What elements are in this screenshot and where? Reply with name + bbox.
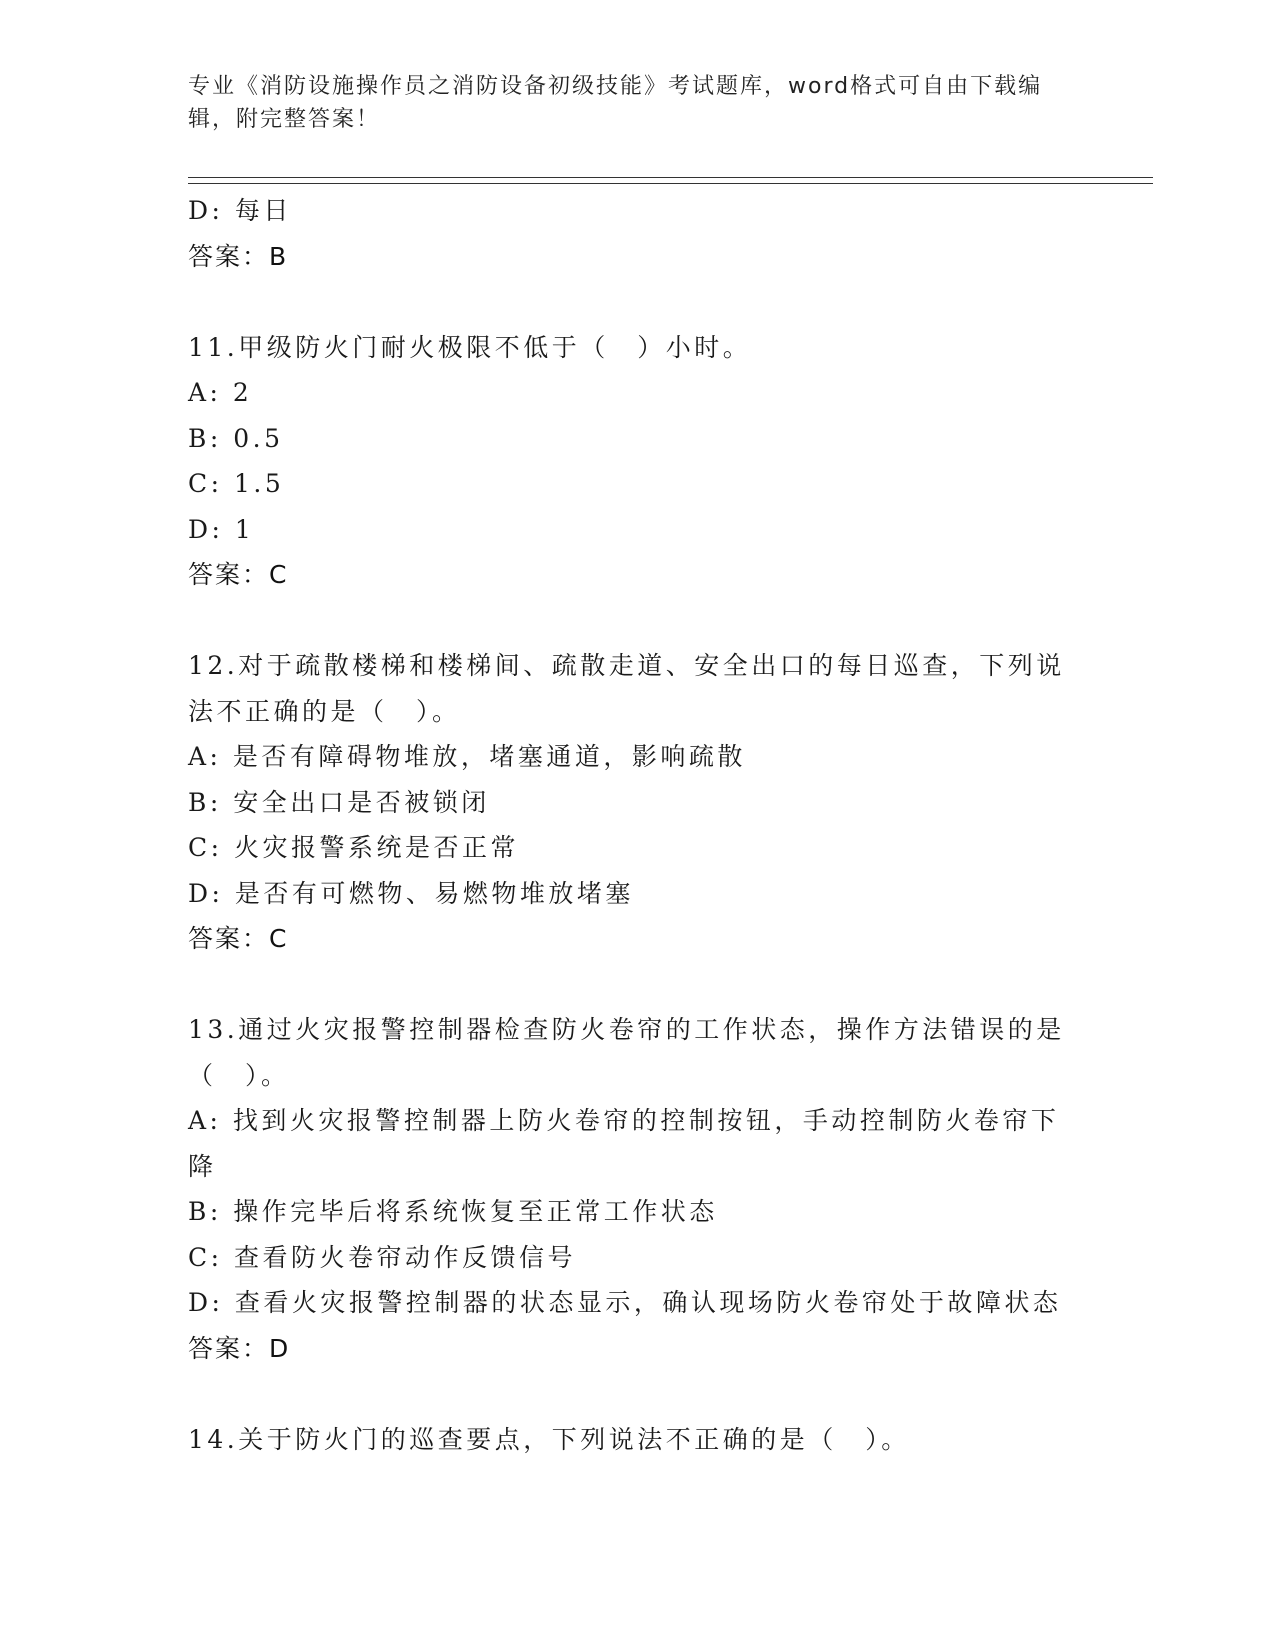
option-a-line-1: A: 找到火灾报警控制器上防火卷帘的控制按钮，手动控制防火卷帘下 (188, 1106, 1060, 1135)
question-text-line-2: （ ）。 (188, 1060, 290, 1090)
question-text-line-1: 12.对于疏散楼梯和楼梯间、疏散走道、安全出口的每日巡查，下列说 (188, 651, 1065, 680)
spacer (188, 1371, 1088, 1417)
option-d: D: 每日 (188, 196, 292, 225)
spacer (188, 279, 1088, 325)
option-a-line-2: 降 (188, 1151, 217, 1181)
header-rule-top (188, 177, 1153, 178)
document-header: 专业《消防设施操作员之消防设备初级技能》考试题库，word格式可自由下载编辑，附完整答案！ (188, 74, 1043, 132)
question-text: 11.甲级防火门耐火极限不低于（ ）小时。 (188, 332, 752, 362)
question-14 (188, 1417, 1088, 1463)
question-text-line-2: 法不正确的是（ ）。 (188, 696, 461, 726)
option-c: C: 火灾报警系统是否正常 (188, 833, 519, 862)
answer: 答案：C (188, 560, 289, 589)
option-b: B: 操作完毕后将系统恢复至正常工作状态 (188, 1197, 718, 1226)
spacer (188, 598, 1088, 644)
option-c: C: 查看防火卷帘动作反馈信号 (188, 1242, 576, 1272)
option-b: B: 安全出口是否被锁闭 (188, 787, 490, 817)
question-text-line-1: 13.通过火灾报警控制器检查防火卷帘的工作状态，操作方法错误的是 (188, 1015, 1065, 1044)
answer: 答案：B (188, 241, 289, 271)
option-c: C: 1.5 (188, 469, 285, 498)
question-12 (188, 643, 1088, 962)
answer: 答案：D (188, 1333, 291, 1363)
option-b: B: 0.5 (188, 423, 284, 453)
header-rule-bottom (188, 183, 1153, 184)
option-a: A: 是否有障碍物堆放，堵塞通道，影响疏散 (188, 742, 746, 771)
question-text: 14.关于防火门的巡查要点，下列说法不正确的是（ ）。 (188, 1424, 910, 1454)
spacer (188, 962, 1088, 1008)
answer: 答案：C (188, 924, 289, 953)
option-d: D: 查看火灾报警控制器的状态显示，确认现场防火卷帘处于故障状态 (188, 1288, 1062, 1317)
option-a: A: 2 (188, 378, 253, 407)
option-d: D: 1 (188, 514, 255, 544)
question-list (188, 188, 1088, 1462)
question-10-tail (188, 188, 1088, 279)
question-11 (188, 325, 1088, 598)
question-13 (188, 1007, 1088, 1371)
option-d: D: 是否有可燃物、易燃物堆放堵塞 (188, 878, 634, 908)
